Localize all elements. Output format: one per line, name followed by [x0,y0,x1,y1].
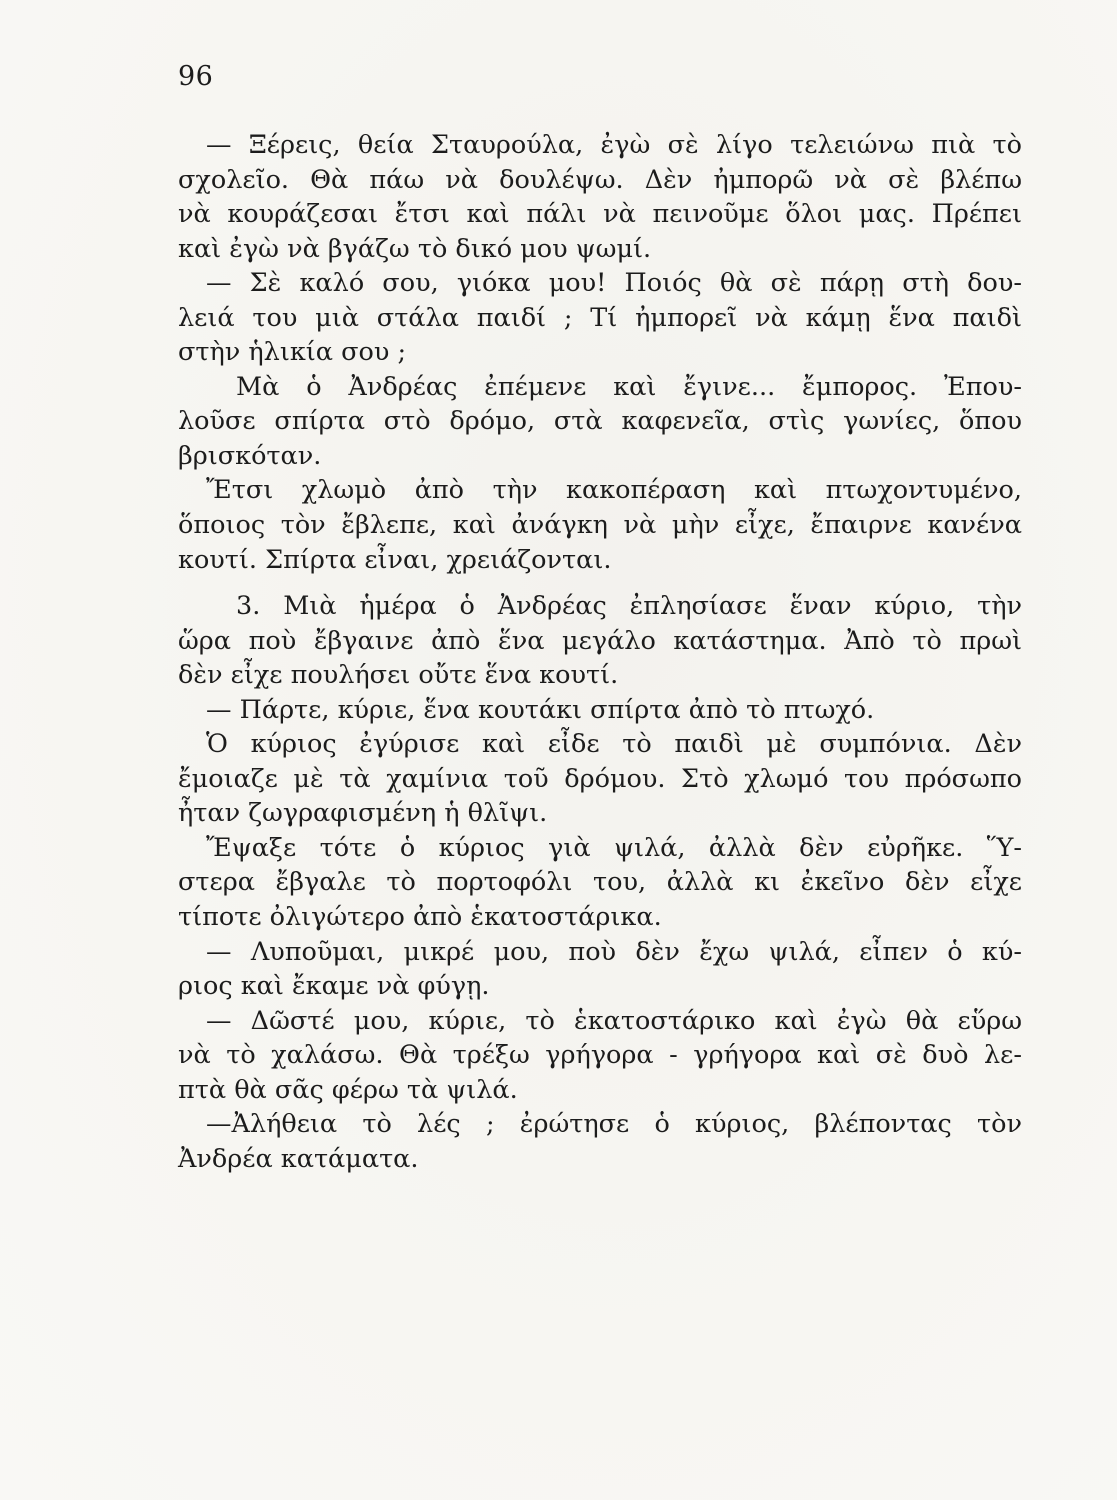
text-line: κουτί. Σπίρτα εἶναι, χρειάζονται. [178,544,612,575]
text-line: δὲν εἶχε πουλήσει οὔτε ἕνα κουτί. [178,660,619,691]
body-text [178,128,1022,1176]
text-line: νὰ κουράζεσαι ἔτσι καὶ πάλι νὰ πεινοῦμε ὅλοι μας. Πρέπει [178,199,1022,230]
text-line: Ὁ κύριος ἐγύρισε καὶ εἶδε τὸ παιδὶ μὲ συμπόνια. Δὲν [206,729,1022,760]
text-line: — Σὲ καλό σου, γιόκα μου! Ποιός θὰ σὲ πάρῃ στὴ δου- [206,268,1022,299]
text-line: στερα ἔβγαλε τὸ πορτοφόλι του, ἀλλὰ κι ἐκεῖνο δὲν εἶχε [178,867,1022,898]
text-line: λειά του μιὰ στάλα παιδί ; Τί ἠμπορεῖ νὰ κάμῃ ἕνα παιδὶ [178,302,1022,333]
text-line: — Ξέρεις, θεία Σταυρούλα, ἐγὼ σὲ λίγο τελειώνω πιὰ τὸ [206,130,1022,160]
text-line: τίποτε ὀλιγώτερο ἀπὸ ἑκατοστάρικα. [178,902,662,933]
text-line: καὶ ἐγὼ νὰ βγάζω τὸ δικό μου ψωμί. [178,233,652,264]
text-line: λοῦσε σπίρτα στὸ δρόμο, στὰ καφενεῖα, στὶς γωνίες, ὅπου [178,406,1022,437]
text-line: — Λυποῦμαι, μικρέ μου, ποὺ δὲν ἔχω ψιλά, εἶπεν ὁ κύ- [206,936,1022,967]
text-line: —Ἀλήθεια τὸ λές ; ἐρώτησε ὁ κύριος, βλέποντας τὸν [206,1109,1022,1140]
text-line: βρισκόταν. [178,440,322,471]
page-number: 96 [178,61,214,92]
text-line: Ἔτσι χλωμὸ ἀπὸ τὴν κακοπέραση καὶ πτωχοντυμένο, [206,475,1022,506]
text-line: Ἀνδρέα κατάματα. [178,1143,419,1174]
text-line: σχολεῖο. Θὰ πάω νὰ δουλέψω. Δὲν ἠμπορῶ νὰ σὲ βλέπω [178,164,1022,195]
text-line: στὴν ἡλικία σου ; [178,337,407,368]
text-line: πτὰ θὰ σᾶς φέρω τὰ ψιλά. [178,1074,518,1105]
text-line: ὅποιος τὸν ἔβλεπε, καὶ ἀνάγκη νὰ μὴν εἶχε, ἔπαιρνε κανένα [178,510,1022,541]
text-line: νὰ τὸ χαλάσω. Θὰ τρέξω γρήγορα - γρήγορα καὶ σὲ δυὸ λε- [178,1040,1022,1071]
text-line: — Πάρτε, κύριε, ἕνα κουτάκι σπίρτα ἀπὸ τὸ πτωχό. [206,694,875,725]
text-line: ριος καὶ ἔκαμε νὰ φύγῃ. [178,971,490,1002]
text-line: ὥρα ποὺ ἔβγαινε ἀπὸ ἕνα μεγάλο κατάστημα. Ἀπὸ τὸ πρωὶ [178,625,1022,656]
text-line: Ἔψαξε τότε ὁ κύριος γιὰ ψιλά, ἀλλὰ δὲν εὐρῆκε. Ὕ- [206,832,1022,863]
text-line: 3. Μιὰ ἡμέρα ὁ Ἀνδρέας ἐπλησίασε ἕναν κύριο, τὴν [236,591,1022,622]
text-line: ἔμοιαζε μὲ τὰ χαμίνια τοῦ δρόμου. Στὸ χλωμό του πρόσωπο [178,763,1022,794]
text-line: Μὰ ὁ Ἀνδρέας ἐπέμενε καὶ ἔγινε... ἔμπορος. Ἐπου- [236,371,1022,402]
text-line: ἦταν ζωγραφισμένη ἡ θλῖψι. [178,798,548,829]
text-line: — Δῶστέ μου, κύριε, τὸ ἑκατοστάρικο καὶ ἐγὼ θὰ εὕρω [206,1005,1022,1036]
